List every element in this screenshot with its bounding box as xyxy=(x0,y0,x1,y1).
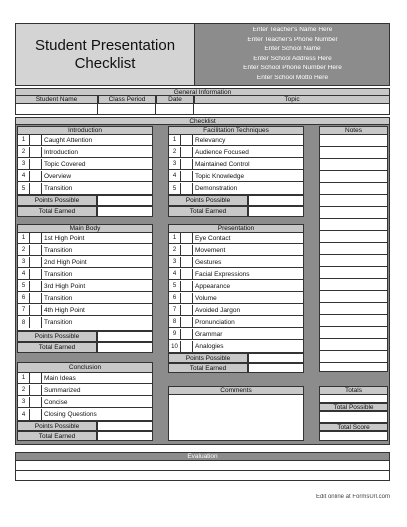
comments-area[interactable] xyxy=(168,395,304,441)
item-number: 2 xyxy=(18,385,30,395)
item-label: Demonstration xyxy=(195,185,238,192)
item-label: 4th High Point xyxy=(44,306,85,314)
teacher-name[interactable]: Enter Teacher's Name Here xyxy=(252,27,333,33)
item-label: Summarized xyxy=(44,386,81,394)
totals-header: Totals xyxy=(319,386,388,395)
item-number: 3 xyxy=(169,257,181,267)
item-checkbox[interactable] xyxy=(181,341,193,352)
item-checkbox[interactable] xyxy=(30,409,42,420)
facilitation-earned-field[interactable] xyxy=(248,206,304,217)
item-label: Pronunciation xyxy=(195,318,235,326)
item-checkbox[interactable] xyxy=(30,257,42,267)
date-col: Date xyxy=(156,96,194,104)
list-item xyxy=(169,233,303,244)
item-checkbox[interactable] xyxy=(30,317,42,328)
item-checkbox[interactable] xyxy=(30,281,42,291)
class-period-col: Class Period xyxy=(98,96,156,104)
item-label: Topic Knowledge xyxy=(195,172,245,180)
item-label: Topic Covered xyxy=(44,160,86,168)
introduction-earned-field[interactable] xyxy=(97,206,153,217)
footer-note: Edit online at FormsUrl.com xyxy=(315,494,390,500)
introduction-earned-label: Total Earned xyxy=(17,206,97,217)
list-item xyxy=(18,257,152,268)
item-checkbox[interactable] xyxy=(30,305,42,315)
item-label: Concise xyxy=(44,398,68,406)
item-number: 3 xyxy=(18,257,30,267)
item-number: 4 xyxy=(169,171,181,181)
introduction-header: Introduction xyxy=(17,126,153,135)
item-label: Introduction xyxy=(44,148,78,156)
list-item xyxy=(18,147,152,158)
list-item xyxy=(18,293,152,304)
topic-field[interactable] xyxy=(194,104,389,114)
item-number: 3 xyxy=(18,159,30,169)
item-label: 2nd High Point xyxy=(44,258,87,266)
main-body-table xyxy=(17,233,153,331)
total-possible-label: Total Possible xyxy=(319,403,388,411)
evaluation-area[interactable] xyxy=(15,461,390,481)
school-address[interactable]: Enter School Address Here xyxy=(253,55,332,62)
main-body-header: Main Body xyxy=(17,224,153,233)
item-number: 9 xyxy=(169,329,181,339)
list-item xyxy=(18,233,152,244)
item-checkbox[interactable] xyxy=(30,171,42,181)
item-checkbox[interactable] xyxy=(181,329,193,339)
list-item xyxy=(18,245,152,256)
item-number: 1 xyxy=(169,135,181,145)
item-checkbox[interactable] xyxy=(30,233,42,243)
conclusion-earned-label: Total Earned xyxy=(17,431,97,441)
item-checkbox[interactable] xyxy=(181,147,193,157)
list-item xyxy=(169,159,303,170)
notes-area[interactable] xyxy=(319,135,388,372)
list-item xyxy=(169,135,303,146)
item-label: Closing Questions xyxy=(44,411,97,418)
item-label: Relevancy xyxy=(195,136,226,144)
conclusion-points-field[interactable] xyxy=(97,421,153,431)
presentation-earned-field[interactable] xyxy=(248,363,304,373)
list-item xyxy=(169,269,303,280)
facilitation-points-label: Points Possible xyxy=(168,195,248,206)
general-info-header: General Information xyxy=(15,88,390,96)
item-label: Transition xyxy=(44,270,73,278)
item-label: Analogies xyxy=(195,343,224,350)
item-checkbox[interactable] xyxy=(30,135,42,145)
item-label: Transition xyxy=(44,319,73,326)
item-checkbox[interactable] xyxy=(30,397,42,407)
item-label: Transition xyxy=(44,294,73,302)
form-title xyxy=(16,24,194,85)
list-item xyxy=(18,171,152,182)
list-item xyxy=(169,183,303,194)
item-label: 1st High Point xyxy=(44,234,85,242)
main-body-earned-label: Total Earned xyxy=(17,342,97,353)
evaluation-header: Evaluation xyxy=(15,452,390,461)
item-checkbox[interactable] xyxy=(181,233,193,243)
conclusion-points-label: Points Possible xyxy=(17,421,97,431)
item-label: Main Ideas xyxy=(44,374,76,382)
item-checkbox[interactable] xyxy=(30,159,42,169)
checklist-header: Checklist xyxy=(15,117,390,125)
item-label: Movement xyxy=(195,246,226,254)
item-checkbox[interactable] xyxy=(181,269,193,279)
item-label: Gestures xyxy=(195,258,222,266)
item-label: Overview xyxy=(44,172,72,180)
list-item xyxy=(169,147,303,158)
list-item xyxy=(169,257,303,268)
item-number: 4 xyxy=(18,171,30,181)
school-motto[interactable]: Enter School Motto Here xyxy=(256,74,329,81)
item-number: 10 xyxy=(169,341,181,352)
item-number: 1 xyxy=(169,233,181,243)
presentation-points-field[interactable] xyxy=(248,353,304,363)
item-checkbox[interactable] xyxy=(181,293,193,303)
item-number: 1 xyxy=(18,373,30,383)
header xyxy=(15,23,390,86)
item-label: Volume xyxy=(195,294,217,302)
item-label: Grammar xyxy=(195,330,223,338)
list-item xyxy=(18,135,152,146)
item-label: Avoided Jargon xyxy=(195,306,241,314)
introduction-points-label: Points Possible xyxy=(17,195,97,206)
item-checkbox[interactable] xyxy=(30,183,42,194)
school-name[interactable]: Enter School Name xyxy=(264,46,321,52)
total-score-label: Total Score xyxy=(319,423,388,431)
item-number: 2 xyxy=(169,147,181,157)
facilitation-table xyxy=(168,135,304,195)
title-line-1: Student Presentation xyxy=(34,36,176,54)
presentation-header: Presentation xyxy=(168,224,304,233)
list-item xyxy=(18,385,152,396)
list-item xyxy=(18,281,152,292)
facilitation-earned-label: Total Earned xyxy=(168,206,248,217)
presentation-table xyxy=(168,233,304,353)
title-line-2: Checklist xyxy=(74,54,136,72)
header-info xyxy=(194,24,389,85)
item-label: Maintained Control xyxy=(195,160,250,168)
item-number: 3 xyxy=(169,159,181,169)
list-item xyxy=(18,409,152,420)
item-number: 2 xyxy=(18,245,30,255)
item-number: 5 xyxy=(169,281,181,291)
student-name-field[interactable] xyxy=(16,104,98,114)
introduction-table xyxy=(17,135,153,195)
list-item xyxy=(169,171,303,182)
item-number: 2 xyxy=(169,245,181,255)
presentation-points-label: Points Possible xyxy=(168,353,248,363)
item-number: 5 xyxy=(169,183,181,194)
item-number: 4 xyxy=(18,409,30,420)
item-checkbox[interactable] xyxy=(30,147,42,157)
item-checkbox[interactable] xyxy=(181,245,193,255)
item-label: Appearance xyxy=(195,282,231,290)
item-label: Eye Contact xyxy=(195,234,231,242)
main-body-earned-field[interactable] xyxy=(97,342,153,353)
item-number: 3 xyxy=(18,397,30,407)
item-checkbox[interactable] xyxy=(30,269,42,279)
notes-header: Notes xyxy=(319,126,388,135)
conclusion-header: Conclusion xyxy=(17,362,153,373)
list-item xyxy=(169,341,303,352)
item-number: 4 xyxy=(18,269,30,279)
item-label: Audience Focused xyxy=(195,148,249,156)
class-period-field[interactable] xyxy=(98,104,156,114)
list-item xyxy=(169,317,303,328)
introduction-points-field[interactable] xyxy=(97,195,153,206)
item-checkbox[interactable] xyxy=(181,257,193,267)
list-item xyxy=(169,329,303,340)
list-item xyxy=(169,305,303,316)
date-field[interactable] xyxy=(156,104,194,114)
item-checkbox[interactable] xyxy=(30,385,42,395)
item-label: Caught Attention xyxy=(44,136,93,144)
facilitation-header: Facilitation Techniques xyxy=(168,126,304,135)
list-item xyxy=(169,281,303,292)
topic-col: Topic xyxy=(194,96,389,104)
item-number: 8 xyxy=(169,317,181,327)
list-item xyxy=(169,293,303,304)
item-number: 6 xyxy=(169,293,181,303)
main-body-points-field[interactable] xyxy=(97,331,153,342)
list-item xyxy=(169,245,303,256)
item-number: 1 xyxy=(18,135,30,145)
totals-score-field[interactable] xyxy=(319,411,388,423)
item-label: 3rd High Point xyxy=(44,282,86,290)
item-label: Transition xyxy=(44,246,73,254)
teacher-phone[interactable]: Enter Teacher's Phone Number xyxy=(247,36,338,43)
list-item xyxy=(18,159,152,170)
list-item xyxy=(18,317,152,328)
item-number: 8 xyxy=(18,317,30,328)
item-number: 4 xyxy=(169,269,181,279)
item-label: Facial Expressions xyxy=(195,270,250,278)
item-checkbox[interactable] xyxy=(30,245,42,255)
general-info-table xyxy=(15,96,390,115)
facilitation-points-field[interactable] xyxy=(248,195,304,206)
item-number: 5 xyxy=(18,183,30,194)
item-checkbox[interactable] xyxy=(30,373,42,383)
conclusion-earned-field[interactable] xyxy=(97,431,153,441)
main-body-points-label: Points Possible xyxy=(17,331,97,342)
item-checkbox[interactable] xyxy=(181,171,193,181)
item-checkbox[interactable] xyxy=(181,305,193,315)
item-checkbox[interactable] xyxy=(181,135,193,145)
item-number: 6 xyxy=(18,293,30,303)
list-item xyxy=(18,397,152,408)
list-item xyxy=(18,269,152,280)
list-item xyxy=(18,305,152,316)
item-number: 7 xyxy=(169,305,181,315)
totals-score-value[interactable] xyxy=(319,431,388,441)
item-number: 1 xyxy=(18,233,30,243)
item-number: 7 xyxy=(18,305,30,315)
school-phone[interactable]: Enter School Phone Number Here xyxy=(243,65,342,71)
item-number: 2 xyxy=(18,147,30,157)
item-number: 5 xyxy=(18,281,30,291)
item-checkbox[interactable] xyxy=(30,293,42,303)
totals-possible-field[interactable] xyxy=(319,395,388,403)
conclusion-table xyxy=(17,373,153,421)
item-label: Transition xyxy=(44,185,73,192)
item-checkbox[interactable] xyxy=(181,183,193,194)
student-name-col: Student Name xyxy=(16,96,98,104)
list-item xyxy=(18,373,152,384)
comments-header: Comments xyxy=(168,386,304,395)
item-checkbox[interactable] xyxy=(181,281,193,291)
item-checkbox[interactable] xyxy=(181,159,193,169)
presentation-earned-label: Total Earned xyxy=(168,363,248,373)
list-item xyxy=(18,183,152,194)
item-checkbox[interactable] xyxy=(181,317,193,327)
